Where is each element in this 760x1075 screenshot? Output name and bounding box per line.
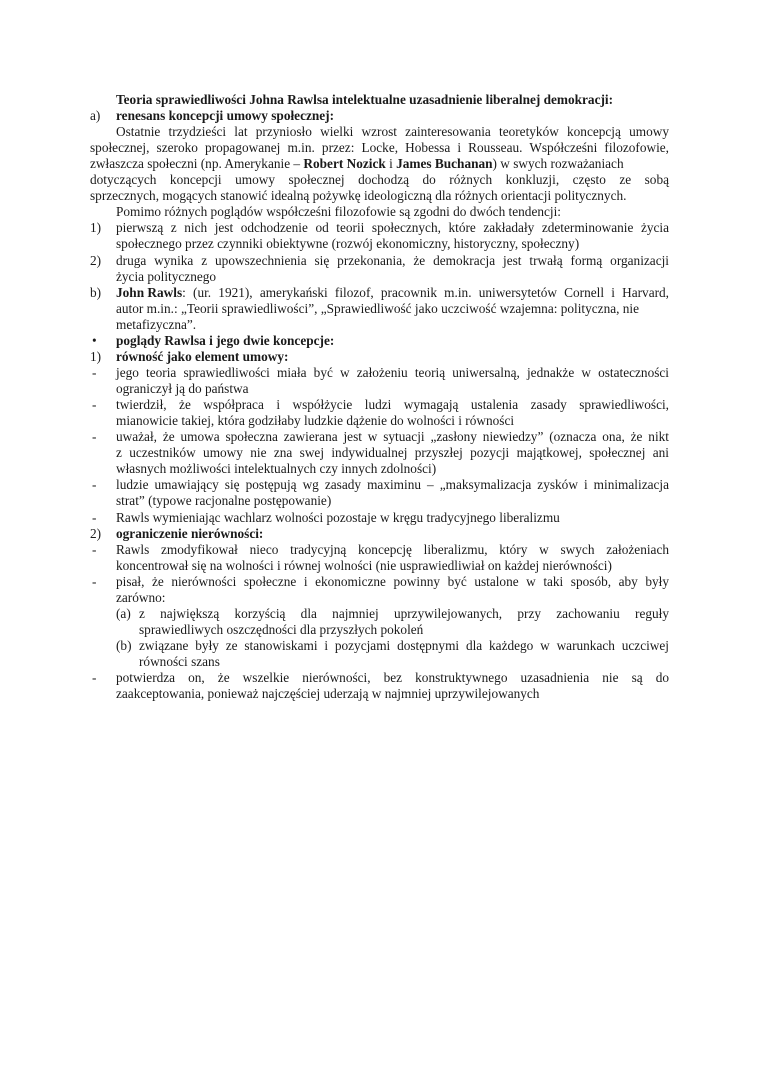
concept-2-marker: 2) <box>90 526 102 541</box>
text-segment: i <box>385 156 397 171</box>
dash-marker: - <box>92 574 97 589</box>
list-item-line: strat” (typowe racjonalne postępowanie) <box>116 493 332 508</box>
list-item-line: życia politycznego <box>116 269 217 284</box>
list-item-line: społecznego przez czynniki obiektywne (rozwój ekonomiczny, historyczny, społeczny) <box>116 236 580 251</box>
text-segment: zwłaszcza społeczni (np. Amerykanie – <box>90 156 304 171</box>
list-item-line: pisał, że nierówności społeczne i ekonomiczne powinny być ustalone w taki sposób, aby były <box>116 574 669 589</box>
list-item-line: koncentrował się na wolności i równej wolności (nie usprawiedliwiał on każdej nierówności) <box>116 558 612 573</box>
list-item-line: uważał, że umowa społeczna zawierana jest w sytuacji „zasłony niewiedzy” (oznacza ona, że nikt <box>116 429 669 444</box>
list-item-line: druga wynika z upowszechnienia się przekonania, że demokracja jest trwałą formą organizacji <box>116 253 669 268</box>
section-a-marker: a) <box>90 108 101 123</box>
paragraph-line: sprzecznych, mogących stanowić idealną pożywkę ideologiczną dla różnych orientacji politycznych. <box>90 188 627 203</box>
list-item-line: zaakceptowania, ponieważ najczęściej uderzają w najmniej uprzywilejowanych <box>116 686 540 701</box>
list-item-line: Rawls wymieniając wachlarz wolności pozostaje w kręgu tradycyjnego liberalizmu <box>116 510 560 525</box>
dash-marker: - <box>92 510 97 525</box>
name-robert-nozick: Robert Nozick <box>303 156 386 171</box>
list-item-line: twierdził, że współpraca i współżycie ludzi wymagają ustalenia zasady sprawiedliwości, <box>116 397 669 412</box>
name-james-buchanan: James Buchanan <box>396 156 493 171</box>
dash-marker: - <box>92 542 97 557</box>
paragraph-line: Ostatnie trzydzieści lat przyniosło wielki wzrost zainteresowania teoretyków koncepcją umowy <box>116 124 669 139</box>
concept-1-marker: 1) <box>90 349 102 364</box>
dash-marker: - <box>92 365 97 380</box>
dash-marker: - <box>92 477 97 492</box>
list-item-line: jego teoria sprawiedliwości miała być w założeniu teorią uniwersalną, jednakże w ostateczności <box>116 365 669 380</box>
text-segment: ) w swych rozważaniach <box>492 156 624 171</box>
sub-marker: (a) <box>116 606 131 621</box>
views-heading: poglądy Rawlsa i jego dwie koncepcje: <box>116 333 335 348</box>
sub-marker: (b) <box>116 638 132 653</box>
section-b-marker: b) <box>90 285 102 300</box>
text-segment: : (ur. 1921), amerykański filozof, pracownik m.in. uniwersytetów Cornell i Harvard, <box>182 285 669 300</box>
list-item-line: ograniczył ją do państwa <box>116 381 249 396</box>
list-item-line: mianowicie takiej, która godziłaby ludzkie dążenie do wolności i równości <box>116 413 515 428</box>
paragraph-line-with-names <box>90 156 669 171</box>
list-item-line: własnych możliwości intelektualnych czy innych zdolności) <box>116 461 437 476</box>
dash-marker: - <box>92 670 97 685</box>
list-marker: 2) <box>90 253 102 268</box>
bullet-icon: • <box>92 333 97 348</box>
document-title: Teoria sprawiedliwości Johna Rawlsa intelektualne uzasadnienie liberalnej demokracji: <box>116 92 614 107</box>
dash-marker: - <box>92 397 97 412</box>
section-a-heading: renesans koncepcji umowy społecznej: <box>116 108 335 123</box>
list-marker: 1) <box>90 220 102 235</box>
list-item-line: z uczestników umowy nie zna swej indywidualnej przyszłej pozycji majątkowej, społecznej ani <box>116 445 669 460</box>
list-item-line: ludzie umawiający się postępują wg zasady maximinu – „maksymalizacja zysków i minimalizacja <box>116 477 669 492</box>
paragraph-line: Pomimo różnych poglądów współcześni filozofowie są zgodni do dwóch tendencji: <box>116 204 561 219</box>
list-item-line: zarówno: <box>116 590 166 605</box>
list-item-line: równości szans <box>139 654 220 669</box>
paragraph-line: dotyczących koncepcji umowy społecznej dochodzą do różnych konkluzji, często ze sobą <box>90 172 669 187</box>
list-item-line: Rawls zmodyfikował nieco tradycyjną koncepcję liberalizmu, który w swych założeniach <box>116 542 669 557</box>
list-item-line: z największą korzyścią dla najmniej uprzywilejowanych, przy zachowaniu reguły <box>139 606 669 621</box>
list-item-line: pierwszą z nich jest odchodzenie od teorii społecznych, które zakładały zdeterminowanie życia <box>116 220 669 235</box>
list-item-line: sprawiedliwych oszczędności dla przyszłych pokoleń <box>139 622 424 637</box>
concept-2-heading: ograniczenie nierówności: <box>116 526 264 541</box>
paragraph-line: społecznej, szeroko propagowanej m.in. przez: Locke, Hobessa i Rousseau. Współcześni filozofowie, <box>90 140 669 155</box>
list-item-line: potwierdza on, że wszelkie nierówności, bez konstruktywnego uzasadnienia nie są do <box>116 670 669 685</box>
paragraph-line: metafizyczna”. <box>116 317 197 332</box>
paragraph-line: autor m.in.: „Teorii sprawiedliwości”, „Sprawiedliwość jako uczciwość wzajemna: polityczna, nie <box>116 301 640 316</box>
dash-marker: - <box>92 429 97 444</box>
section-b-line <box>116 285 669 300</box>
concept-1-heading: równość jako element umowy: <box>116 349 289 364</box>
list-item-line: związane były ze stanowiskami i pozycjami dostępnymi dla każdego w warunkach uczciwej <box>139 638 669 653</box>
name-john-rawls: John Rawls <box>116 285 183 300</box>
